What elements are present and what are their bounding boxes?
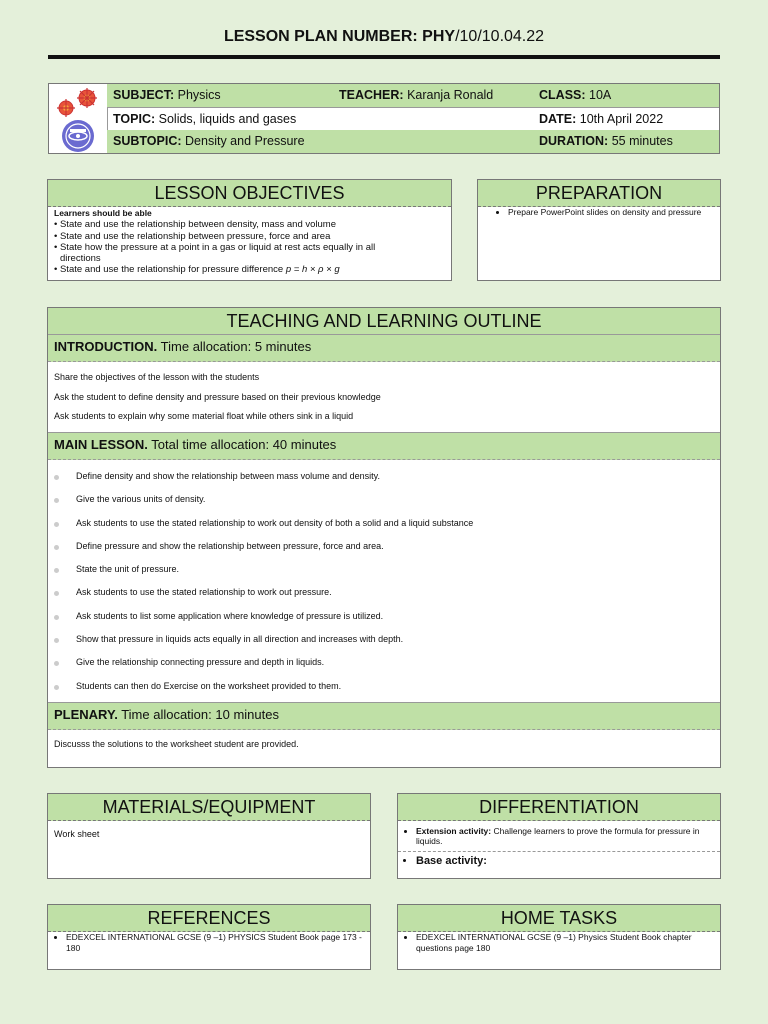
base-activity: • Base activity: xyxy=(416,855,720,867)
info-row-1: SUBJECT: Physics TEACHER: Karanja Ronald CLASS: 10A xyxy=(107,84,719,107)
objective-item: • State and use the relationship for pressure difference p = h × ρ × g xyxy=(54,264,340,276)
references-box xyxy=(47,904,371,970)
list-item: Ask students to use the stated relationship to work out pressure. xyxy=(48,586,720,609)
page-title xyxy=(48,28,720,46)
objective-item: • State how the pressure at a point in a gas or liquid at rest acts equally in all xyxy=(54,241,376,253)
objective-item: directions xyxy=(60,253,101,265)
pressure-formula: p = h × ρ × g xyxy=(285,264,340,276)
title-divider xyxy=(48,55,720,59)
title-number: /10/10.04.22 xyxy=(455,28,545,45)
list-item: Define density and show the relationship between mass volume and density. xyxy=(48,470,720,493)
objective-item: • State and use the relationship between pressure, force and area xyxy=(54,230,331,242)
lesson-objectives-box xyxy=(47,179,452,281)
materials-box xyxy=(47,793,371,879)
list-item: Define pressure and show the relationship between pressure, force and area. xyxy=(48,540,720,563)
teaching-outline-heading: TEACHING AND LEARNING OUTLINE xyxy=(48,308,720,334)
list-item: Ask the student to define density and pressure based on their previous knowledge xyxy=(54,391,381,402)
home-task-item: • EDEXCEL INTERNATIONAL GCSE (9 –1) Physics Student Book chapter questions page 180 xyxy=(416,932,720,954)
list-item: Share the objectives of the lesson with the students xyxy=(54,372,260,382)
introduction-header: INTRODUCTION. Time allocation: 5 minutes xyxy=(48,334,720,362)
main-lesson-list xyxy=(48,460,720,702)
info-row-2: TOPIC: Solids, liquids and gases DATE: 10th April 2022 xyxy=(107,107,719,132)
preparation-heading: PREPARATION xyxy=(478,180,720,207)
list-item: Give the relationship connecting pressure and depth in liquids. xyxy=(48,656,720,679)
references-heading: REFERENCES xyxy=(48,905,370,932)
list-item: Ask students to use the stated relationship to work out density of both a solid and a liquid substance xyxy=(48,517,720,540)
preparation-item: • Prepare PowerPoint slides on density and pressure xyxy=(508,207,720,217)
main-lesson-header: MAIN LESSON. Total time allocation: 40 minutes xyxy=(48,432,720,460)
differentiation-box xyxy=(397,793,721,879)
extension-activity: • Extension activity: Challenge learners to prove the formula for pressure in liquids. xyxy=(416,826,720,846)
lesson-info-table xyxy=(48,83,720,154)
objectives-intro: Learners should be able xyxy=(54,208,152,218)
list-item: Ask students to explain why some material float while others sink in a liquid xyxy=(54,411,354,421)
logo-cell xyxy=(49,84,108,152)
plenary-list xyxy=(48,730,720,758)
materials-item: Work sheet xyxy=(54,829,100,839)
home-tasks-heading: HOME TASKS xyxy=(398,905,720,932)
differentiation-heading: DIFFERENTIATION xyxy=(398,794,720,821)
introduction-list xyxy=(48,362,720,432)
reference-item: • EDEXCEL INTERNATIONAL GCSE (9 –1) PHYSICS Student Book page 173 - 180 xyxy=(66,932,370,954)
list-item: Students can then do Exercise on the worksheet provided to them. xyxy=(48,680,720,703)
plenary-header: PLENARY. Time allocation: 10 minutes xyxy=(48,702,720,730)
atom-icon xyxy=(61,119,95,153)
list-item: Give the various units of density. xyxy=(48,493,720,516)
info-row-3: SUBTOPIC: Density and Pressure DURATION: 55 minutes xyxy=(107,130,719,153)
objective-item: • State and use the relationship between density, mass and volume xyxy=(54,219,336,231)
list-item: Discusss the solutions to the worksheet student are provided. xyxy=(54,739,299,749)
list-item: State the unit of pressure. xyxy=(48,563,720,586)
materials-heading: MATERIALS/EQUIPMENT xyxy=(48,794,370,821)
title-code: PHY xyxy=(422,28,456,45)
home-tasks-box xyxy=(397,904,721,970)
lesson-objectives-heading: LESSON OBJECTIVES xyxy=(48,180,451,207)
list-item: Show that pressure in liquids acts equally in all direction and increases with depth. xyxy=(48,633,720,656)
teaching-outline-box xyxy=(47,307,721,768)
preparation-box xyxy=(477,179,721,281)
list-item: Ask students to list some application where knowledge of pressure is utilized. xyxy=(48,610,720,633)
title-label: LESSON PLAN NUMBER: xyxy=(223,28,418,45)
